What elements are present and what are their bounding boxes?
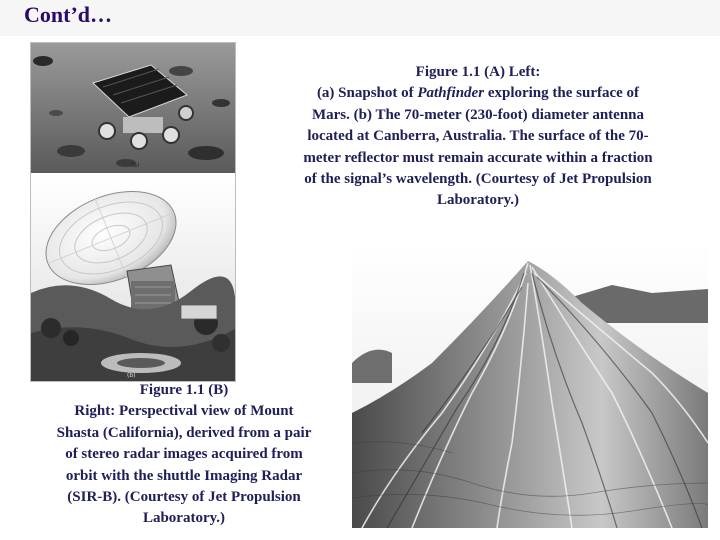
antenna-photo: [31, 174, 235, 381]
caption-b-line: Figure 1.1 (B): [139, 382, 229, 398]
caption-a-line: meter reflector must remain accurate within a fraction: [303, 149, 653, 166]
caption-a-line: Figure 1.1 (A) Left:: [415, 64, 541, 80]
caption-a-line: Mars. (b) The 70-meter (230-foot) diameter antenna: [311, 106, 644, 123]
caption-a-line: of the signal’s wavelength. (Courtesy of Jet Propulsion: [304, 171, 652, 188]
figure-b-photo: [352, 243, 708, 528]
caption-b-line: Right: Perspectival view of Mount: [74, 403, 294, 420]
caption-b-line: Shasta (California), derived from a pair: [56, 424, 312, 441]
figure-a-photo: [30, 42, 236, 382]
caption-a-line: located at Canberra, Australia. The surface of the 70-: [307, 128, 649, 145]
caption-a-line: Laboratory.): [436, 192, 520, 209]
label-a: (a): [131, 162, 140, 169]
caption-b-line: Laboratory.): [142, 510, 226, 527]
pathfinder-italic: Pathfinder: [417, 85, 485, 102]
caption-b-line: orbit with the shuttle Imaging Radar: [65, 467, 303, 484]
pathfinder-photo: [31, 43, 235, 173]
caption-b-line: (SIR-B). (Courtesy of Jet Propulsion: [67, 489, 301, 506]
caption-b-line: of stereo radar images acquired from: [65, 446, 303, 463]
figure-a-illustration: [31, 43, 235, 381]
slide-title: Cont’d…: [24, 2, 113, 27]
caption-a-line: (a) Snapshot of Pathfinder exploring the surface of: [316, 85, 640, 102]
label-b: (b): [127, 372, 136, 379]
mount-shasta-illustration: [352, 243, 708, 528]
figure-b-caption: [24, 380, 344, 530]
figure-a-caption: [258, 62, 698, 212]
